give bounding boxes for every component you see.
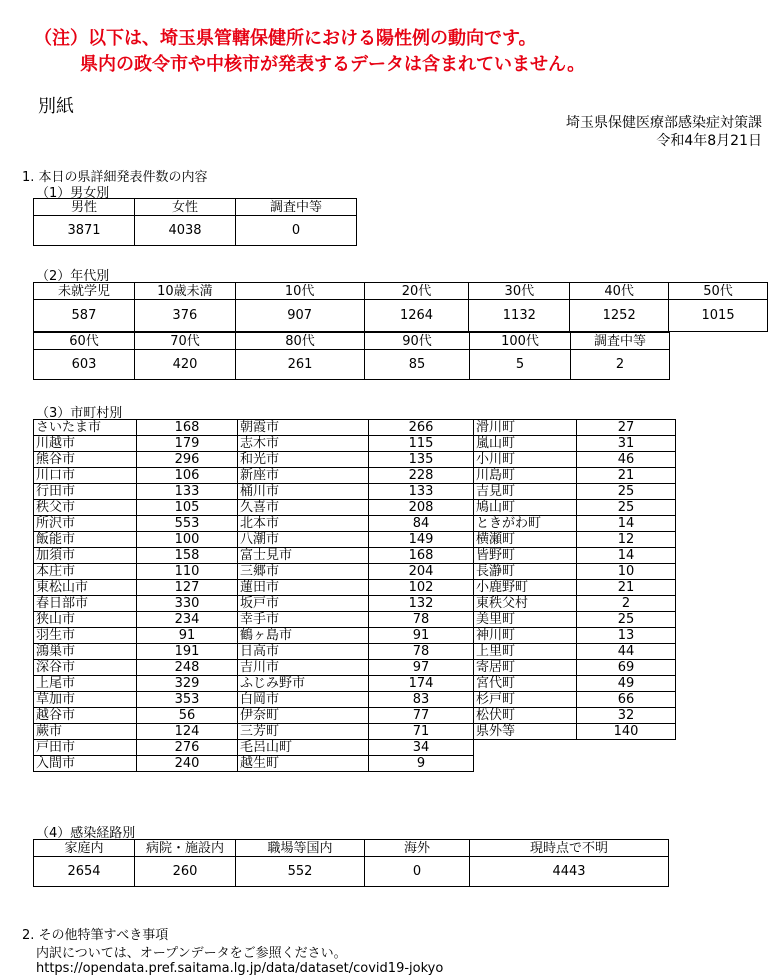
municipality-name: 三郷市 [238, 564, 369, 580]
municipality-name: 越谷市 [34, 708, 137, 724]
municipality-count: 10 [577, 564, 676, 580]
route-header: 現時点で不明 [470, 840, 669, 857]
municipality-name: 松伏町 [474, 708, 577, 724]
route-header: 家庭内 [34, 840, 135, 857]
municipality-count: 83 [369, 692, 474, 708]
table-row [34, 500, 676, 516]
municipality-count: 25 [577, 500, 676, 516]
table-row [34, 420, 676, 436]
municipality-count: 71 [369, 724, 474, 740]
age-title: （2）年代別 [36, 269, 110, 284]
municipality-count: 105 [137, 500, 238, 516]
municipality-name: 上里町 [474, 644, 577, 660]
municipality-name: 加須市 [34, 548, 137, 564]
municipality-name: 日高市 [238, 644, 369, 660]
table-row [34, 580, 676, 596]
municipality-count: 179 [137, 436, 238, 452]
notice-line-1: （注）以下は、埼玉県管轄保健所における陽性例の動向です。 [34, 28, 537, 49]
municipality-name: 熊谷市 [34, 452, 137, 468]
municipality-name: 長瀞町 [474, 564, 577, 580]
municipality-count: 32 [577, 708, 676, 724]
municipality-name: 伊奈町 [238, 708, 369, 724]
municipality-name: 草加市 [34, 692, 137, 708]
municipality-count: 14 [577, 548, 676, 564]
municipality-name: 久喜市 [238, 500, 369, 516]
municipality-name: 滑川町 [474, 420, 577, 436]
municipality-count: 66 [577, 692, 676, 708]
age-value: 376 [134, 300, 235, 332]
municipality-count: 168 [137, 420, 238, 436]
municipality-count: 330 [137, 596, 238, 612]
route-value: 2654 [34, 857, 135, 887]
municipality-name: 上尾市 [34, 676, 137, 692]
municipality-count: 14 [577, 516, 676, 532]
table-row [34, 660, 676, 676]
municipality-name: 三芳町 [238, 724, 369, 740]
municipality-count: 44 [577, 644, 676, 660]
municipality-name: 東秩父村 [474, 596, 577, 612]
municipality-count: 13 [577, 628, 676, 644]
gender-table [33, 198, 357, 246]
municipality-count: 9 [369, 756, 474, 772]
table-row [34, 724, 676, 740]
municipality-name: 富士見市 [238, 548, 369, 564]
age-value: 1015 [669, 300, 768, 332]
section1-title: 1. 本日の県詳細発表件数の内容 [22, 170, 208, 185]
municipality-count: 97 [369, 660, 474, 676]
issuer: 埼玉県保健医療部感染症対策課 [566, 115, 762, 131]
municipality-count: 49 [577, 676, 676, 692]
municipality-name: 美里町 [474, 612, 577, 628]
age-value: 420 [135, 350, 236, 380]
municipality-name: 幸手市 [238, 612, 369, 628]
notice-line-2: 県内の政令市や中核市が発表するデータは含まれていません。 [80, 54, 586, 75]
municipality-name: 桶川市 [238, 484, 369, 500]
municipality-count: 248 [137, 660, 238, 676]
municipality-name: 鶴ヶ島市 [238, 628, 369, 644]
age-header: 10歳未満 [134, 283, 235, 300]
municipality-count: 234 [137, 612, 238, 628]
age-value: 85 [365, 350, 470, 380]
age-header: 20代 [364, 283, 469, 300]
municipality-name: 白岡市 [238, 692, 369, 708]
age-value: 5 [470, 350, 571, 380]
municipality-name: 皆野町 [474, 548, 577, 564]
section2-text: 内訳については、オープンデータをご参照ください。 [36, 946, 347, 961]
municipality-name: 川島町 [474, 468, 577, 484]
municipality-name: 狭山市 [34, 612, 137, 628]
municipality-name: 県外等 [474, 724, 577, 740]
gender-title: （1）男女別 [36, 186, 110, 201]
route-header: 海外 [365, 840, 470, 857]
route-header: 職場等国内 [236, 840, 365, 857]
table-row [34, 564, 676, 580]
municipality-name: 深谷市 [34, 660, 137, 676]
age-value: 1252 [570, 300, 669, 332]
table-row [34, 596, 676, 612]
municipality-count: 2 [577, 596, 676, 612]
municipality-count: 191 [137, 644, 238, 660]
age-value: 907 [235, 300, 364, 332]
table-row [34, 628, 676, 644]
municipality-count: 124 [137, 724, 238, 740]
municipality-name: 所沢市 [34, 516, 137, 532]
age-value: 603 [34, 350, 135, 380]
municipality-count: 266 [369, 420, 474, 436]
municipality-count: 78 [369, 612, 474, 628]
municipality-count: 149 [369, 532, 474, 548]
municipality-count: 204 [369, 564, 474, 580]
municipality-name: 坂戸市 [238, 596, 369, 612]
municipality-name: 蓮田市 [238, 580, 369, 596]
municipality-count: 21 [577, 468, 676, 484]
table-row [34, 516, 676, 532]
municipality-count: 140 [577, 724, 676, 740]
age-header: 調査中等 [571, 333, 670, 350]
municipality-name: 行田市 [34, 484, 137, 500]
municipality-name: 本庄市 [34, 564, 137, 580]
route-value: 0 [365, 857, 470, 887]
municipality-count: 135 [369, 452, 474, 468]
municipality-count: 276 [137, 740, 238, 756]
municipality-name: 和光市 [238, 452, 369, 468]
table-row [34, 756, 676, 772]
municipality-name: 鴻巣市 [34, 644, 137, 660]
gender-value: 3871 [34, 216, 135, 246]
table-row [34, 612, 676, 628]
table-row [34, 548, 676, 564]
municipality-name: 北本市 [238, 516, 369, 532]
age-header: 未就学児 [34, 283, 135, 300]
municipality-name: ふじみ野市 [238, 676, 369, 692]
table-row [34, 484, 676, 500]
table-row [34, 644, 676, 660]
age-header: 30代 [469, 283, 570, 300]
age-value: 1264 [364, 300, 469, 332]
municipality-count: 106 [137, 468, 238, 484]
municipality-count: 78 [369, 644, 474, 660]
municipality-count: 31 [577, 436, 676, 452]
municipality-name: 八潮市 [238, 532, 369, 548]
age-value: 1132 [469, 300, 570, 332]
age-header: 10代 [235, 283, 364, 300]
age-table-2 [33, 332, 670, 380]
age-header: 70代 [135, 333, 236, 350]
municipality-name: 朝霞市 [238, 420, 369, 436]
municipality-count: 110 [137, 564, 238, 580]
gender-header: 女性 [135, 199, 236, 216]
municipality-name: 鳩山町 [474, 500, 577, 516]
municipality-count: 228 [369, 468, 474, 484]
age-header: 80代 [236, 333, 365, 350]
municipality-name: 川口市 [34, 468, 137, 484]
municipality-count: 56 [137, 708, 238, 724]
age-header: 50代 [669, 283, 768, 300]
open-data-link[interactable]: https://opendata.pref.saitama.lg.jp/data/dataset/covid19-jokyo [36, 961, 444, 976]
gender-value: 0 [236, 216, 357, 246]
municipality-count: 21 [577, 580, 676, 596]
municipality-name: 新座市 [238, 468, 369, 484]
route-value: 552 [236, 857, 365, 887]
municipality-name: 羽生市 [34, 628, 137, 644]
municipality-name: 秩父市 [34, 500, 137, 516]
municipality-count: 25 [577, 612, 676, 628]
report-date: 令和4年8月21日 [656, 133, 762, 149]
municipality-count: 158 [137, 548, 238, 564]
age-header: 60代 [34, 333, 135, 350]
municipality-name: 春日部市 [34, 596, 137, 612]
municipality-count: 174 [369, 676, 474, 692]
municipality-name: 宮代町 [474, 676, 577, 692]
municipality-name: 蕨市 [34, 724, 137, 740]
municipality-name: ときがわ町 [474, 516, 577, 532]
table-row [34, 676, 676, 692]
municipality-name: 小鹿野町 [474, 580, 577, 596]
municipality-count: 91 [369, 628, 474, 644]
municipality-name: 横瀬町 [474, 532, 577, 548]
municipality-count: 132 [369, 596, 474, 612]
municipality-count: 133 [137, 484, 238, 500]
municipality-count: 69 [577, 660, 676, 676]
municipality-name: 吉見町 [474, 484, 577, 500]
municipality-count: 12 [577, 532, 676, 548]
municipality-count: 168 [369, 548, 474, 564]
municipality-count: 84 [369, 516, 474, 532]
municipality-count: 34 [369, 740, 474, 756]
municipality-count: 115 [369, 436, 474, 452]
municipality-count: 102 [369, 580, 474, 596]
municipality-count: 133 [369, 484, 474, 500]
age-header: 90代 [365, 333, 470, 350]
municipality-count: 296 [137, 452, 238, 468]
municipality-name: 越生町 [238, 756, 369, 772]
table-row [34, 692, 676, 708]
municipality-count: 91 [137, 628, 238, 644]
municipality-name: 入間市 [34, 756, 137, 772]
attachment-label: 別紙 [38, 96, 74, 117]
table-row [34, 452, 676, 468]
municipality-name: さいたま市 [34, 420, 137, 436]
age-table-1 [33, 282, 768, 332]
route-value: 260 [135, 857, 236, 887]
municipality-name: 寄居町 [474, 660, 577, 676]
age-header: 40代 [570, 283, 669, 300]
municipality-count: 27 [577, 420, 676, 436]
municipality-name: 飯能市 [34, 532, 137, 548]
age-value: 2 [571, 350, 670, 380]
gender-value: 4038 [135, 216, 236, 246]
gender-header: 男性 [34, 199, 135, 216]
municipality-count: 553 [137, 516, 238, 532]
municipality-count: 77 [369, 708, 474, 724]
section2-title: 2. その他特筆すべき事項 [22, 928, 169, 943]
table-row [34, 708, 676, 724]
municipality-count: 208 [369, 500, 474, 516]
municipality-name: 嵐山町 [474, 436, 577, 452]
municipality-name: 杉戸町 [474, 692, 577, 708]
age-value: 587 [34, 300, 135, 332]
municipality-count: 127 [137, 580, 238, 596]
age-header: 100代 [470, 333, 571, 350]
municipality-name: 神川町 [474, 628, 577, 644]
gender-header: 調査中等 [236, 199, 357, 216]
table-row [34, 532, 676, 548]
municipality-count: 240 [137, 756, 238, 772]
municipality-count: 100 [137, 532, 238, 548]
municipality-name: 毛呂山町 [238, 740, 369, 756]
municipality-name: 戸田市 [34, 740, 137, 756]
municipality-name: 志木市 [238, 436, 369, 452]
municipality-count: 329 [137, 676, 238, 692]
municipality-table [33, 419, 676, 772]
age-value: 261 [236, 350, 365, 380]
municipality-name: 吉川市 [238, 660, 369, 676]
municipality-title: （3）市町村別 [36, 406, 123, 421]
route-value: 4443 [470, 857, 669, 887]
table-row [34, 468, 676, 484]
municipality-name: 小川町 [474, 452, 577, 468]
route-table [33, 839, 669, 887]
municipality-count: 25 [577, 484, 676, 500]
municipality-name: 川越市 [34, 436, 137, 452]
municipality-count: 353 [137, 692, 238, 708]
municipality-count: 46 [577, 452, 676, 468]
route-title: （4）感染経路別 [36, 826, 136, 841]
table-row [34, 740, 676, 756]
municipality-name: 東松山市 [34, 580, 137, 596]
table-row [34, 436, 676, 452]
route-header: 病院・施設内 [135, 840, 236, 857]
